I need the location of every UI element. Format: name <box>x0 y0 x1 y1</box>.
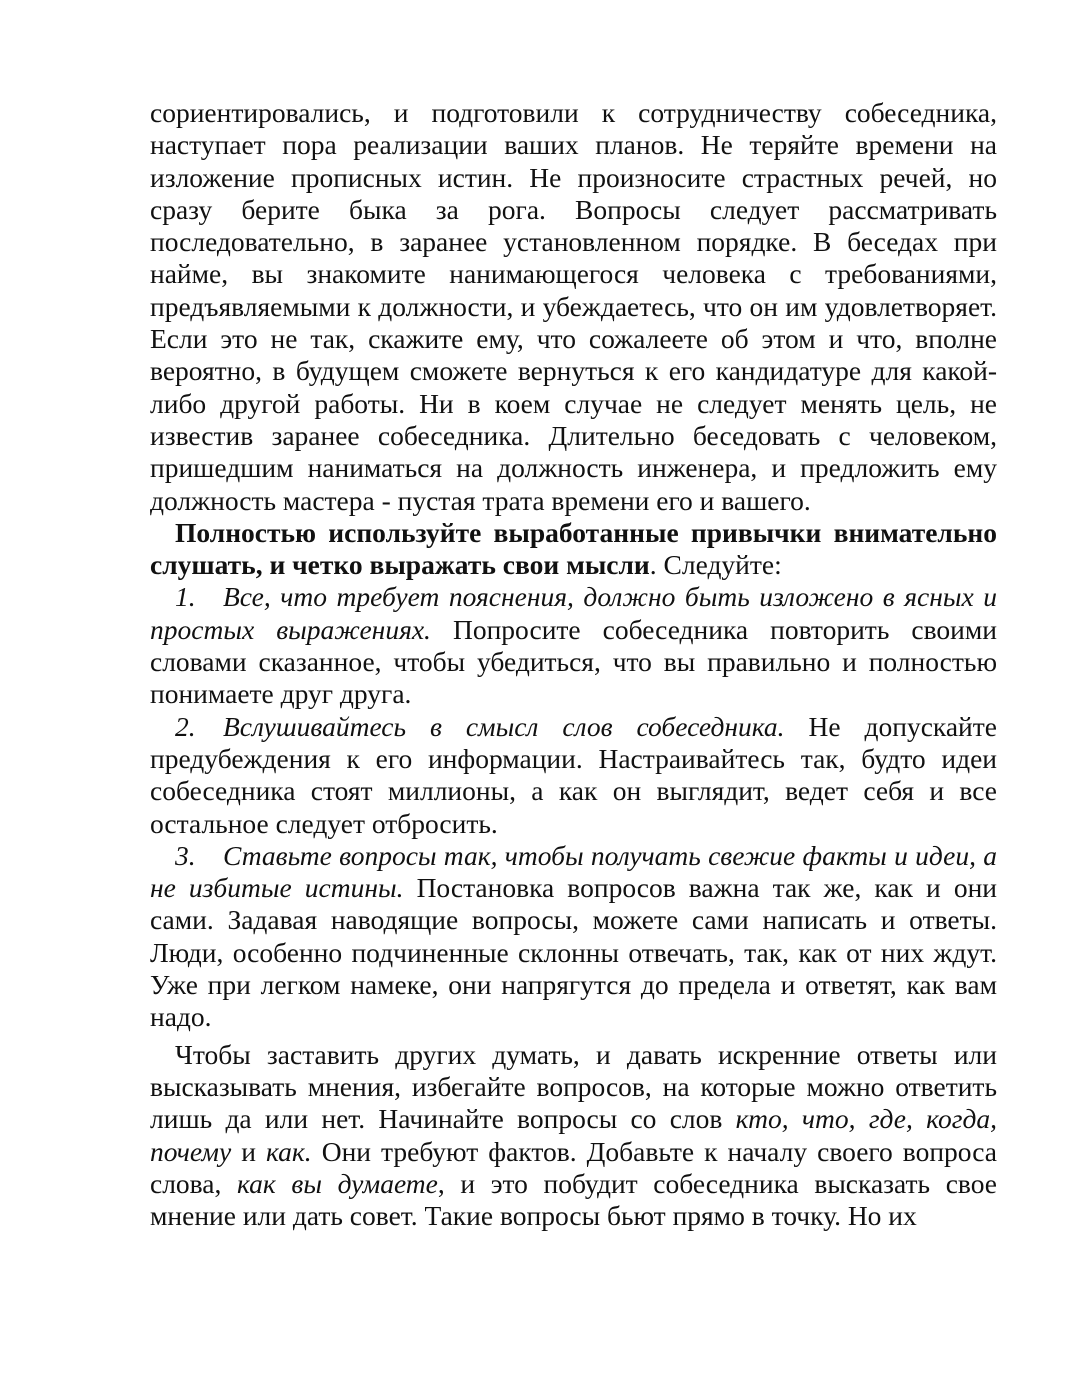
list-number-3: 3. <box>175 839 196 871</box>
paragraph-3-text-2: и <box>231 1135 266 1167</box>
paragraph-1: сориентировались, и подготовили к сотрудничеству собеседника, наступает пора реализации ваших планов. Не теряйте времени на изложение прописных истин. Не произносите страстных речей, но сразу берите быка за рога. Вопросы следует рассматривать последовательно, в заранее установленном порядке. В беседах при найме, вы знакомите нанимающегося человека с требованиями, предъявляемыми к должности, и убеждаетесь, что он им удовлетворяет. Если это не так, скажите ему, что сожалеете об этом и что, вполне вероятно, в будущем сможете вернуться к его кандидатуре для какой-либо другой работы. Ни в коем случае не следует менять цель, не известив заранее собеседника. Длительно беседовать с человеком, пришедшим наниматься на должность инженера, и предложить ему должность мастера - пустая трата времени его и вашего. <box>150 97 997 516</box>
paragraph-2-rest: . Следуйте: <box>649 549 782 581</box>
paragraph-3-italic-2: как. <box>266 1135 312 1167</box>
paragraph-3-text-3: Они требуют фактов. Добавьте к началу своего вопроса слова, <box>150 1135 997 1199</box>
list-number-1: 1. <box>175 581 196 613</box>
list-item-1 <box>150 581 997 710</box>
document-page <box>150 97 997 1232</box>
list-item-2-rest: Не допускайте предубеждения к его информации. Настраивайтесь так, будто идеи собеседника стоят миллионы, а как он выглядит, ведет себя и все остальное следует отбросить. <box>150 710 998 839</box>
list-item-3-rest: Постановка вопросов важна так же, как и они сами. Задавая наводящие вопросы, можете сами написать и ответы. Люди, особенно подчиненные склонны отвечать, так, как от них ждут. Уже при легком намеке, они напрягутся до предела и ответят, как вам надо. <box>150 872 997 1033</box>
list-item-3 <box>150 840 997 1034</box>
list-item-2-italic: Вслушивайтесь в смысл слов собеседника. <box>223 710 785 742</box>
list-item-1-italic: Все, что требует пояснения, должно быть изложено в ясных и простых выражениях. <box>150 581 997 645</box>
paragraph-2 <box>150 517 997 582</box>
list-number-2: 2. <box>175 710 196 742</box>
list-item-2 <box>150 711 997 840</box>
paragraph-3-italic-1: кто, что, где, когда, почему <box>150 1103 997 1167</box>
paragraph-3 <box>150 1039 997 1233</box>
paragraph-3-text-1: Чтобы заставить других думать, и давать искренние ответы или высказывать мнения, избегайте вопросов, на которые можно ответить лишь да или нет. Начинайте вопросы со слов <box>150 1038 997 1135</box>
paragraph-3-text-4: , и это побудит собеседника высказать свое мнение или дать совет. Такие вопросы бьют прямо в точку. Но их <box>150 1167 997 1232</box>
list-item-1-rest: Попросите собеседника повторить своими словами сказанное, чтобы убедиться, что вы правильно и полностью понимаете друг друга. <box>150 613 997 710</box>
paragraph-2-bold: Полностью используйте выработанные привычки внимательно слушать, и четко выражать свои мысли <box>150 516 997 581</box>
paragraph-3-italic-3: как вы думаете <box>237 1167 438 1199</box>
list-item-3-italic: Ставьте вопросы так, чтобы получать свежие факты и идеи, а не избитые истины. <box>150 839 997 904</box>
